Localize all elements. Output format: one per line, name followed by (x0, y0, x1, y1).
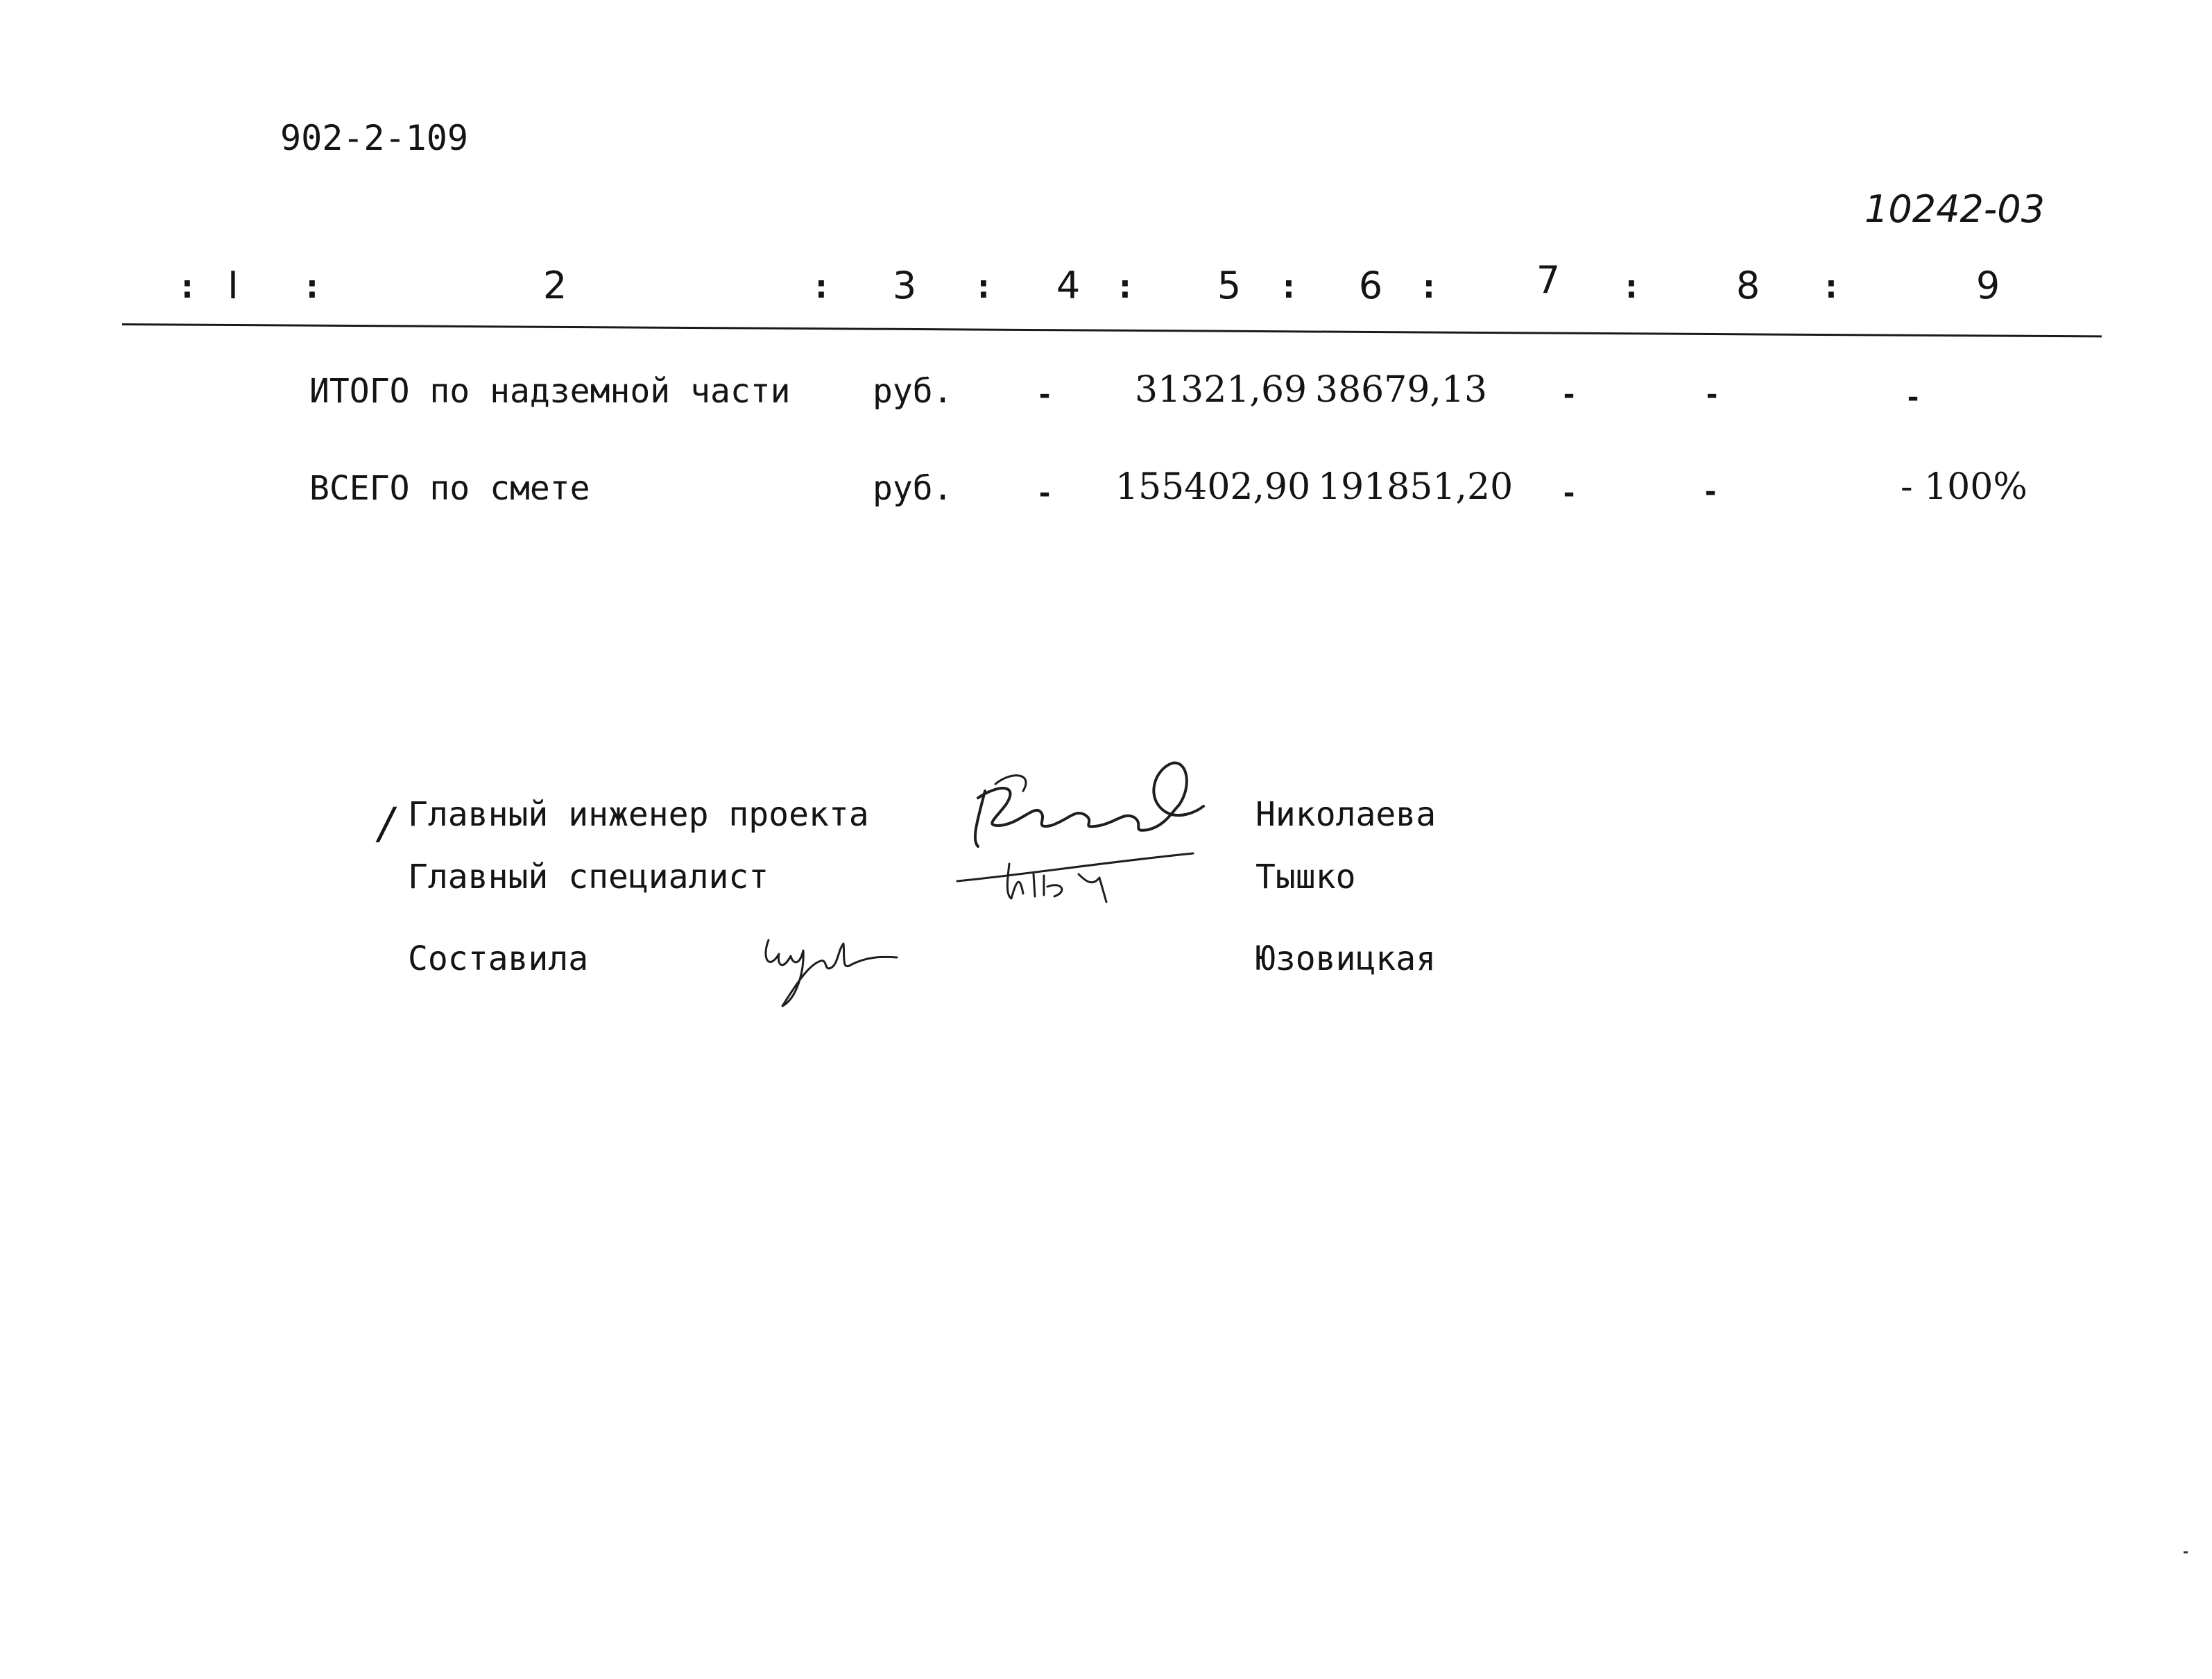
column-separator: : (1418, 267, 1439, 306)
column-number-3: 3 (892, 264, 917, 307)
signature-compiler (762, 923, 914, 1013)
column-separator: : (973, 267, 994, 306)
column-number-7: 7 (1536, 258, 1561, 302)
row-label: ИТОГО по надземной части (309, 372, 791, 411)
column-number-6: 6 (1358, 264, 1383, 307)
column-separator: : (811, 267, 832, 306)
row-col8: - (1703, 379, 1721, 411)
name-chief-engineer: Николаева (1255, 795, 1437, 834)
row-col4: - (1036, 477, 1054, 509)
role-compiler: Составила (408, 939, 589, 978)
column-separator: : (177, 267, 198, 306)
row-col9: - (1904, 382, 1922, 414)
column-separator: : (1278, 267, 1299, 306)
role-chief-engineer: Главный инженер проекта (408, 795, 869, 834)
document-code: 902-2-109 (280, 118, 468, 158)
row-unit: руб. (873, 372, 953, 411)
scan-mark (2184, 1551, 2188, 1553)
row-col6: 38679,13 (1315, 369, 1488, 411)
row-col8: - (1701, 476, 1720, 508)
role-chief-specialist: Главный специалист (408, 858, 769, 896)
column-number-1: I (228, 264, 239, 307)
column-separator: : (1621, 267, 1642, 306)
row-col5: 155402,90 (1115, 466, 1311, 508)
row-col9: - 100% (1901, 466, 2027, 508)
column-number-8: 8 (1735, 264, 1760, 307)
column-separator: : (1821, 267, 1842, 306)
column-number-9: 9 (1975, 264, 2000, 307)
row-unit: руб. (873, 469, 953, 508)
column-number-5: 5 (1217, 264, 1242, 307)
row-col5: 31321,69 (1135, 369, 1308, 411)
row-col7: - (1560, 477, 1578, 509)
signature-chief-specialist (957, 833, 1207, 909)
row-col4: - (1036, 379, 1054, 411)
column-number-4: 4 (1056, 264, 1081, 307)
row-col6: 191851,20 (1318, 466, 1514, 508)
check-mark: / (379, 798, 393, 849)
column-separator: : (302, 267, 323, 306)
name-chief-specialist: Тышко (1255, 858, 1356, 896)
row-label: ВСЕГО по смете (309, 469, 590, 508)
column-number-2: 2 (542, 264, 567, 307)
document-number: 10242-03 (1864, 187, 2045, 231)
header-rule (122, 323, 2102, 337)
row-col7: - (1560, 379, 1578, 411)
column-separator: : (1115, 267, 1135, 306)
name-compiler: Юзовицкая (1255, 939, 1437, 978)
